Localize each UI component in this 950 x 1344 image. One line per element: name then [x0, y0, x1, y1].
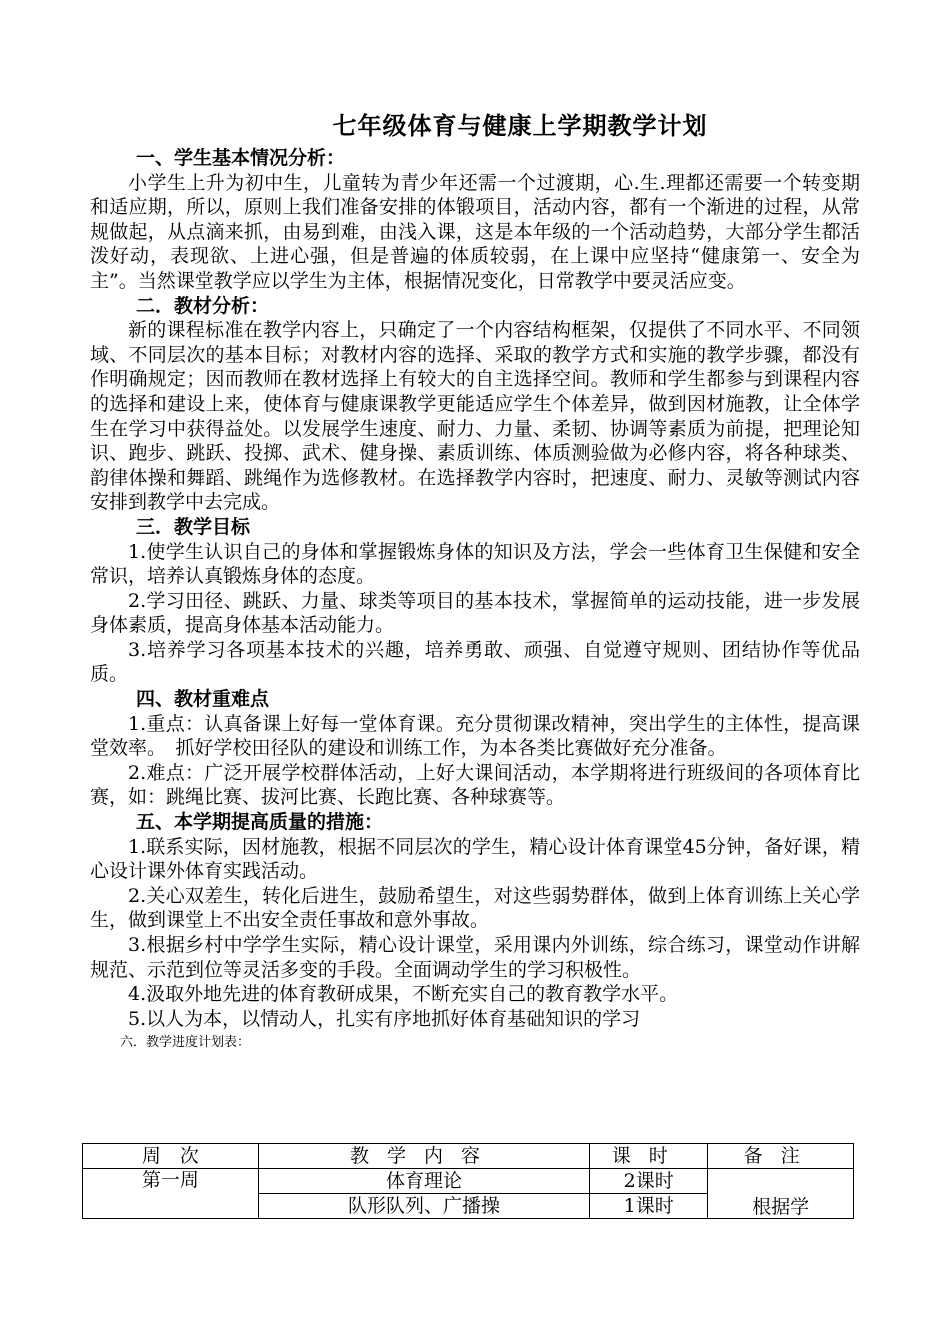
section-heading: 四、教材重难点 [136, 688, 270, 711]
section-paragraph: 2.难点：广泛开展学校群体活动，上好大课间活动，本学期将进行班级间的各项体育比赛，如：跳绳比赛、拔河比赛、长跑比赛、各种球赛等。 [90, 761, 860, 809]
section-paragraph: 3.培养学习各项基本技术的兴趣，培养勇敢、顽强、自觉遵守规则、团结协作等优品质。 [90, 638, 860, 686]
section-heading: 一、学生基本情况分析： [136, 147, 346, 169]
header-week: 周 次 [83, 1144, 259, 1169]
cell-week: 第一周 [83, 1169, 259, 1219]
section-heading: 二．教材分析： [136, 294, 270, 317]
table-row [83, 1169, 854, 1194]
document-body [90, 146, 860, 1053]
cell-hours: 1课时 [590, 1194, 708, 1219]
schedule-table [82, 1143, 854, 1219]
section-paragraph: 4.汲取外地先进的体育教研成果，不断充实自己的教育教学水平。 [128, 983, 679, 1006]
section-heading: 五、本学期提高质量的措施： [136, 811, 384, 834]
section-paragraph: 新的课程标准在教学内容上，只确定了一个内容结构框架，仅提供了不同水平、不同领域、不同层次的基本目标；对教材内容的选择、采取的教学方式和实施的教学步骤，都没有作明确规定；因而教师在教材选择上有较大的自主选择空间。教师和学生都参与到课程内容的选择和建设上来，使体育与健康课教学更能适应学生个体差异，做到因材施教，让全体学生在学习中获得益处。以发展学生速度、耐力、力量、柔韧、协调等素质为前提，把理论知识、跑步、跳跃、投掷、武术、健身操、素质训练、体质测验做为必修内容，将各种球类、韵律体操和舞蹈、跳绳作为选修教材。在选择教学内容时，把速度、耐力、灵敏等测试内容安排到教学中去完成。 [90, 319, 860, 514]
section-paragraph: 1.重点：认真备课上好每一堂体育课。充分贯彻课改精神，突出学生的主体性，提高课堂效率。 抓好学校田径队的建设和训练工作，为本各类比赛做好充分准备。 [90, 712, 860, 760]
section-heading: 三．教学目标 [136, 515, 251, 538]
section-paragraph: 2.关心双差生，转化后进生，鼓励希望生，对这些弱势群体，做到上体育训练上关心学生，做到课堂上不出安全责任事故和意外事故。 [90, 884, 860, 932]
section-paragraph: 2.学习田径、跳跃、力量、球类等项目的基本技术，掌握简单的运动技能，进一步发展身体素质，提高身体基本活动能力。 [90, 589, 860, 637]
cell-content: 队形队列、广播操 [258, 1194, 590, 1219]
section-paragraph: 1.联系实际，因材施教，根据不同层次的学生，精心设计体育课堂45分钟，备好课，精心设计课外体育实践活动。 [90, 835, 860, 883]
header-note: 备注 [708, 1144, 854, 1169]
section-paragraph: 5.以人为本，以情动人，扎实有序地抓好体育基础知识的学习 [128, 1007, 641, 1030]
header-hours: 课时 [590, 1144, 708, 1169]
cell-note: 根据学 [708, 1169, 854, 1219]
cell-hours: 2课时 [590, 1169, 708, 1194]
section-paragraph: 3.根据乡村中学学生实际，精心设计课堂，采用课内外训练，综合练习，课堂动作讲解规范、示范到位等灵活多变的手段。全面调动学生的学习积极性。 [90, 934, 860, 981]
schedule-label: 六．教学进度计划表： [120, 1035, 251, 1051]
section-paragraph: 1.使学生认识自己的身体和掌握锻炼身体的知识及方法，学会一些体育卫生保健和安全常识，培养认真锻炼身体的态度。 [90, 540, 860, 588]
document-title: 七年级体育与健康上学期教学计划 [332, 112, 708, 140]
cell-content: 体育理论 [258, 1169, 590, 1194]
header-content: 教学内容 [258, 1144, 590, 1169]
table-header-row [83, 1144, 854, 1169]
section-paragraph: 小学生上升为初中生，儿童转为青少年还需一个过渡期，心.生.理都还需要一个转变期和适应期，所以，原则上我们准备安排的体锻项目，活动内容，都有一个渐进的过程，从常规做起，从点滴来抓，由易到难，由浅入课，这是本年级的一个活动趋势，大部分学生都活泼好动，表现欲、上进心强，但是普遍的体质较弱，在上课中应坚持“健康第一、安全为主”。当然课堂教学应以学生为主体，根据情况变化，日常教学中要灵活应变。 [90, 171, 860, 292]
